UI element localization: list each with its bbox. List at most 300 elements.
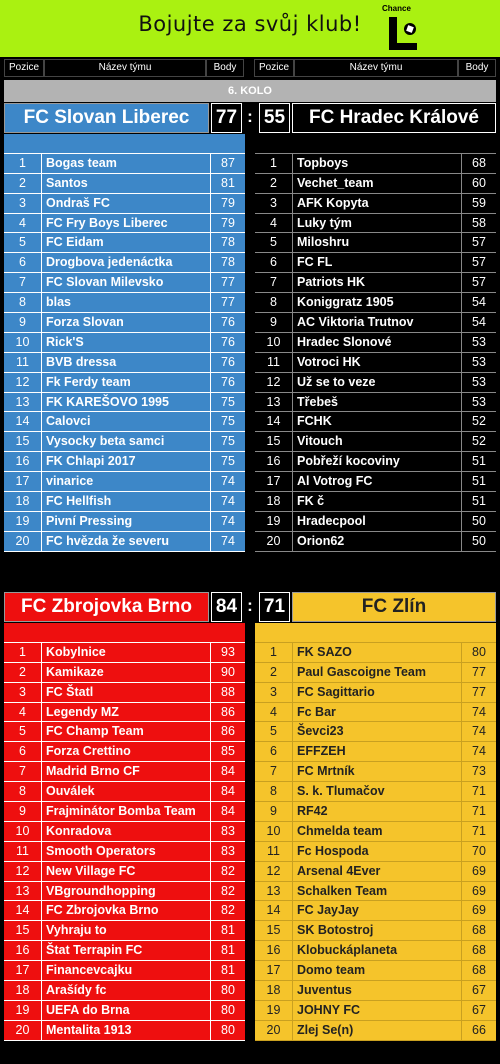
points-cell: 77 [221,275,235,290]
chance-logo-icon [385,15,421,51]
table-row [4,782,245,802]
points-cell: 84 [221,784,235,799]
points-cell: 68 [472,923,486,938]
points-cell: 68 [472,963,486,978]
position-cell: 19 [4,1001,42,1020]
points-cell: 50 [472,513,486,528]
points-cell: 58 [472,215,486,230]
team-name-cell: Hradecpool [293,512,462,531]
header-team-name-left: Název týmu [44,59,206,77]
table-row [255,1001,496,1021]
position-cell: 12 [4,373,42,392]
position-cell: 8 [4,782,42,801]
table-row [4,492,245,512]
team-name-cell: Luky tým [293,214,462,233]
match1-home-table [4,134,245,552]
table-row [255,882,496,902]
header-position-right: Pozice [254,59,294,77]
promo-banner [0,0,500,57]
round-label: 6. KOLO [4,80,496,102]
team-name-cell: Frajminátor Bomba Team [42,802,211,821]
team-name-cell: AC Viktoria Trutnov [293,313,462,332]
position-cell: 7 [255,762,293,781]
table-row [255,722,496,742]
position-cell: 4 [255,214,293,233]
points-cell: 77 [472,664,486,679]
points-cell: 52 [472,434,486,449]
position-cell: 18 [255,981,293,1000]
position-cell: 5 [255,233,293,252]
points-cell: 68 [472,155,486,170]
team-name-cell: Vitouch [293,432,462,451]
table-row [255,293,496,313]
team-name-cell: Topboys [293,154,462,173]
team-name-cell: Miloshru [293,233,462,252]
table-row [255,822,496,842]
table-row [4,532,245,552]
table-row [255,472,496,492]
position-cell: 8 [4,293,42,312]
team-name-cell: SK Botostroj [293,921,462,940]
points-cell: 75 [221,394,235,409]
points-cell: 54 [472,295,486,310]
team-name-cell: EFFZEH [293,742,462,761]
team-name-cell: FC Slovan Milevsko [42,273,211,292]
points-cell: 75 [221,434,235,449]
table-row [4,512,245,532]
table-row [255,512,496,532]
table-row [4,742,245,762]
team-name-cell: Orion62 [293,532,462,551]
points-cell: 74 [221,474,235,489]
team-name-cell: Fk Ferdy team [42,373,211,392]
position-cell: 4 [255,703,293,722]
table-row [255,353,496,373]
team-name-cell: Santos [42,174,211,193]
position-cell: 3 [255,194,293,213]
team-name-cell: VBgroundhopping [42,882,211,901]
points-cell: 53 [472,354,486,369]
team-name-cell: Chmelda team [293,822,462,841]
points-cell: 76 [221,334,235,349]
team-name-cell: FC Mrtník [293,762,462,781]
points-cell: 71 [472,784,486,799]
points-cell: 75 [221,414,235,429]
team-name-cell: Konradova [42,822,211,841]
table-spacer-row [255,623,496,643]
position-cell: 20 [255,1021,293,1040]
position-cell: 19 [4,512,42,531]
team-name-cell: FC JayJay [293,901,462,920]
table-row [4,643,245,663]
points-cell: 75 [221,454,235,469]
table-row [255,273,496,293]
points-cell: 86 [221,704,235,719]
match1-away-score: 55 [259,103,290,133]
table-row [4,313,245,333]
points-cell: 59 [472,195,486,210]
team-name-cell: FK Chlapi 2017 [42,452,211,471]
points-cell: 88 [221,684,235,699]
team-name-cell: Bogas team [42,154,211,173]
points-cell: 80 [472,644,486,659]
team-name-cell: FK SAZO [293,643,462,662]
team-name-cell: Rick'S [42,333,211,352]
team-name-cell: Calovci [42,412,211,431]
team-name-cell: FC hvězda že severu [42,532,211,551]
team-name-cell: Už se to veze [293,373,462,392]
table-row [255,703,496,723]
table-row [4,921,245,941]
points-cell: 93 [221,644,235,659]
table-row [255,742,496,762]
position-cell: 20 [4,1021,42,1040]
team-name-cell: Pobřeží kocoviny [293,452,462,471]
team-name-cell: Ševci23 [293,722,462,741]
table-row [4,683,245,703]
table-row [255,981,496,1001]
table-row [255,683,496,703]
team-name-cell: FC FL [293,253,462,272]
team-name-cell: FC Champ Team [42,722,211,741]
team-name-cell: FC Štatl [42,683,211,702]
team-name-cell: Kobylnice [42,643,211,662]
points-cell: 51 [472,494,486,509]
team-name-cell: FK KAREŠOVO 1995 [42,393,211,412]
team-name-cell: Vyhraju to [42,921,211,940]
points-cell: 67 [472,983,486,998]
points-cell: 82 [221,883,235,898]
points-cell: 54 [472,315,486,330]
table-row [255,452,496,472]
table-row [255,532,496,552]
position-cell: 20 [4,532,42,551]
table-row [4,1021,245,1041]
points-cell: 76 [221,315,235,330]
team-name-cell: Drogbova jedenáctka [42,253,211,272]
team-name-cell: Madrid Brno CF [42,762,211,781]
position-cell: 17 [255,961,293,980]
team-name-cell: Patriots HK [293,273,462,292]
team-name-cell: FCHK [293,412,462,431]
position-cell: 7 [255,273,293,292]
match1-home-score: 77 [211,103,242,133]
table-row [255,1021,496,1041]
points-cell: 74 [221,513,235,528]
team-name-cell: Fc Hospoda [293,842,462,861]
position-cell: 2 [255,174,293,193]
points-cell: 69 [472,883,486,898]
team-name-cell: Ondraš FC [42,194,211,213]
team-name-cell: New Village FC [42,862,211,881]
chance-logo[interactable] [380,3,426,53]
team-name-cell: Zlej Se(n) [293,1021,462,1040]
table-row [4,862,245,882]
team-name-cell: Votroci HK [293,353,462,372]
team-name-cell: Třebeš [293,393,462,412]
position-cell: 10 [4,333,42,352]
points-cell: 79 [221,215,235,230]
position-cell: 1 [4,643,42,662]
team-name-cell: Vysocky beta samci [42,432,211,451]
points-cell: 80 [221,1002,235,1017]
match2-away-score: 71 [259,592,290,622]
points-cell: 74 [221,494,235,509]
table-row [4,273,245,293]
table-row [255,412,496,432]
table-row [255,921,496,941]
position-cell: 3 [4,683,42,702]
position-cell: 18 [4,492,42,511]
points-cell: 66 [472,1022,486,1037]
table-row [4,393,245,413]
table-row [4,253,245,273]
match1-away-table [255,134,496,552]
position-cell: 1 [255,643,293,662]
team-name-cell: Arsenal 4Ever [293,862,462,881]
position-cell: 16 [4,941,42,960]
team-name-cell: Smooth Operators [42,842,211,861]
position-cell: 18 [4,981,42,1000]
table-row [255,941,496,961]
table-row [255,373,496,393]
table-spacer-row [255,134,496,154]
table-row [255,333,496,353]
table-row [4,663,245,683]
position-cell: 11 [255,842,293,861]
team-name-cell: FC Zbrojovka Brno [42,901,211,920]
team-name-cell: FC Fry Boys Liberec [42,214,211,233]
position-cell: 2 [4,174,42,193]
position-cell: 13 [4,393,42,412]
team-name-cell: RF42 [293,802,462,821]
team-name-cell: Ouválek [42,782,211,801]
table-row [4,961,245,981]
position-cell: 5 [4,233,42,252]
banner-title: Bojujte za svůj klub! [138,12,362,36]
table-row [255,174,496,194]
points-cell: 90 [221,664,235,679]
position-cell: 17 [4,961,42,980]
table-row [255,961,496,981]
position-cell: 12 [255,373,293,392]
table-row [4,154,245,174]
points-cell: 74 [472,724,486,739]
points-cell: 57 [472,275,486,290]
position-cell: 5 [255,722,293,741]
team-name-cell: Paul Gascoigne Team [293,663,462,682]
position-cell: 15 [4,432,42,451]
table-row [4,214,245,234]
table-row [255,663,496,683]
table-row [4,333,245,353]
table-row [4,941,245,961]
table-row [4,842,245,862]
team-name-cell: Hradec Slonové [293,333,462,352]
position-cell: 10 [255,822,293,841]
position-cell: 6 [4,253,42,272]
team-name-cell: Legendy MZ [42,703,211,722]
table-row [4,901,245,921]
table-row [255,901,496,921]
position-cell: 18 [255,492,293,511]
points-cell: 74 [472,744,486,759]
table-row [4,233,245,253]
team-name-cell: FC Hellfish [42,492,211,511]
position-cell: 8 [255,293,293,312]
points-cell: 57 [472,255,486,270]
points-cell: 69 [472,903,486,918]
points-cell: 86 [221,724,235,739]
position-cell: 7 [4,762,42,781]
position-cell: 12 [4,862,42,881]
team-name-cell: S. k. Tlumačov [293,782,462,801]
points-cell: 81 [221,175,235,190]
points-cell: 80 [221,983,235,998]
table-row [255,802,496,822]
position-cell: 9 [4,313,42,332]
position-cell: 1 [4,154,42,173]
points-cell: 50 [472,533,486,548]
position-cell: 2 [4,663,42,682]
table-row [4,373,245,393]
table-row [255,432,496,452]
match2-home-table [4,623,245,1041]
team-name-cell: Pivní Pressing [42,512,211,531]
points-cell: 83 [221,823,235,838]
table-row [4,1001,245,1021]
position-cell: 17 [4,472,42,491]
points-cell: 53 [472,394,486,409]
table-row [255,762,496,782]
table-row [4,472,245,492]
points-cell: 77 [221,295,235,310]
table-row [255,862,496,882]
team-name-cell: Štat Terrapin FC [42,941,211,960]
points-cell: 71 [472,823,486,838]
position-cell: 6 [4,742,42,761]
position-cell: 19 [255,1001,293,1020]
header-points-right: Body [458,59,496,77]
points-cell: 67 [472,1002,486,1017]
table-row [4,194,245,214]
team-name-cell: blas [42,293,211,312]
position-cell: 16 [255,941,293,960]
position-cell: 2 [255,663,293,682]
table-row [4,452,245,472]
position-cell: 4 [4,703,42,722]
position-cell: 13 [255,882,293,901]
points-cell: 51 [472,454,486,469]
table-row [255,842,496,862]
position-cell: 11 [4,353,42,372]
table-row [255,194,496,214]
table-row [255,643,496,663]
position-cell: 15 [4,921,42,940]
team-name-cell: FC Sagittario [293,683,462,702]
match2-away-table [255,623,496,1041]
points-cell: 70 [472,843,486,858]
points-cell: 68 [472,943,486,958]
points-cell: 80 [221,1022,235,1037]
position-cell: 16 [4,452,42,471]
position-cell: 17 [255,472,293,491]
position-cell: 6 [255,253,293,272]
points-cell: 53 [472,334,486,349]
team-name-cell: Financevcajku [42,961,211,980]
position-cell: 5 [4,722,42,741]
table-row [4,293,245,313]
position-cell: 14 [4,412,42,431]
points-cell: 74 [472,704,486,719]
position-cell: 13 [4,882,42,901]
position-cell: 4 [4,214,42,233]
position-cell: 8 [255,782,293,801]
position-cell: 15 [255,432,293,451]
team-name-cell: FC Eidam [42,233,211,252]
team-name-cell: Domo team [293,961,462,980]
position-cell: 15 [255,921,293,940]
table-row [4,981,245,1001]
position-cell: 10 [4,822,42,841]
position-cell: 19 [255,512,293,531]
points-cell: 84 [221,804,235,819]
position-cell: 16 [255,452,293,471]
team-name-cell: FK č [293,492,462,511]
table-row [255,782,496,802]
position-cell: 14 [255,412,293,431]
match2-home-score: 84 [211,592,242,622]
table-row [4,174,245,194]
points-cell: 53 [472,374,486,389]
points-cell: 76 [221,354,235,369]
points-cell: 82 [221,863,235,878]
table-row [255,214,496,234]
table-row [255,233,496,253]
position-cell: 14 [255,901,293,920]
team-name-cell: Koniggratz 1905 [293,293,462,312]
points-cell: 84 [221,764,235,779]
points-cell: 71 [472,804,486,819]
team-name-cell: BVB dressa [42,353,211,372]
position-cell: 12 [255,862,293,881]
team-name-cell: AFK Kopyta [293,194,462,213]
points-cell: 69 [472,863,486,878]
table-row [4,802,245,822]
position-cell: 14 [4,901,42,920]
table-row [4,432,245,452]
team-name-cell: Kamikaze [42,663,211,682]
team-name-cell: Fc Bar [293,703,462,722]
table-row [255,154,496,174]
match2-separator: : [247,596,253,615]
team-name-cell: vinarice [42,472,211,491]
points-cell: 78 [221,255,235,270]
points-cell: 73 [472,764,486,779]
points-cell: 51 [472,474,486,489]
team-name-cell: Al Votrog FC [293,472,462,491]
position-cell: 3 [255,683,293,702]
position-cell: 20 [255,532,293,551]
points-cell: 81 [221,963,235,978]
points-cell: 81 [221,923,235,938]
header-points-left: Body [206,59,244,77]
table-row [255,313,496,333]
table-spacer-row [4,134,245,154]
header-position-left: Pozice [4,59,44,77]
points-cell: 60 [472,175,486,190]
table-row [4,703,245,723]
